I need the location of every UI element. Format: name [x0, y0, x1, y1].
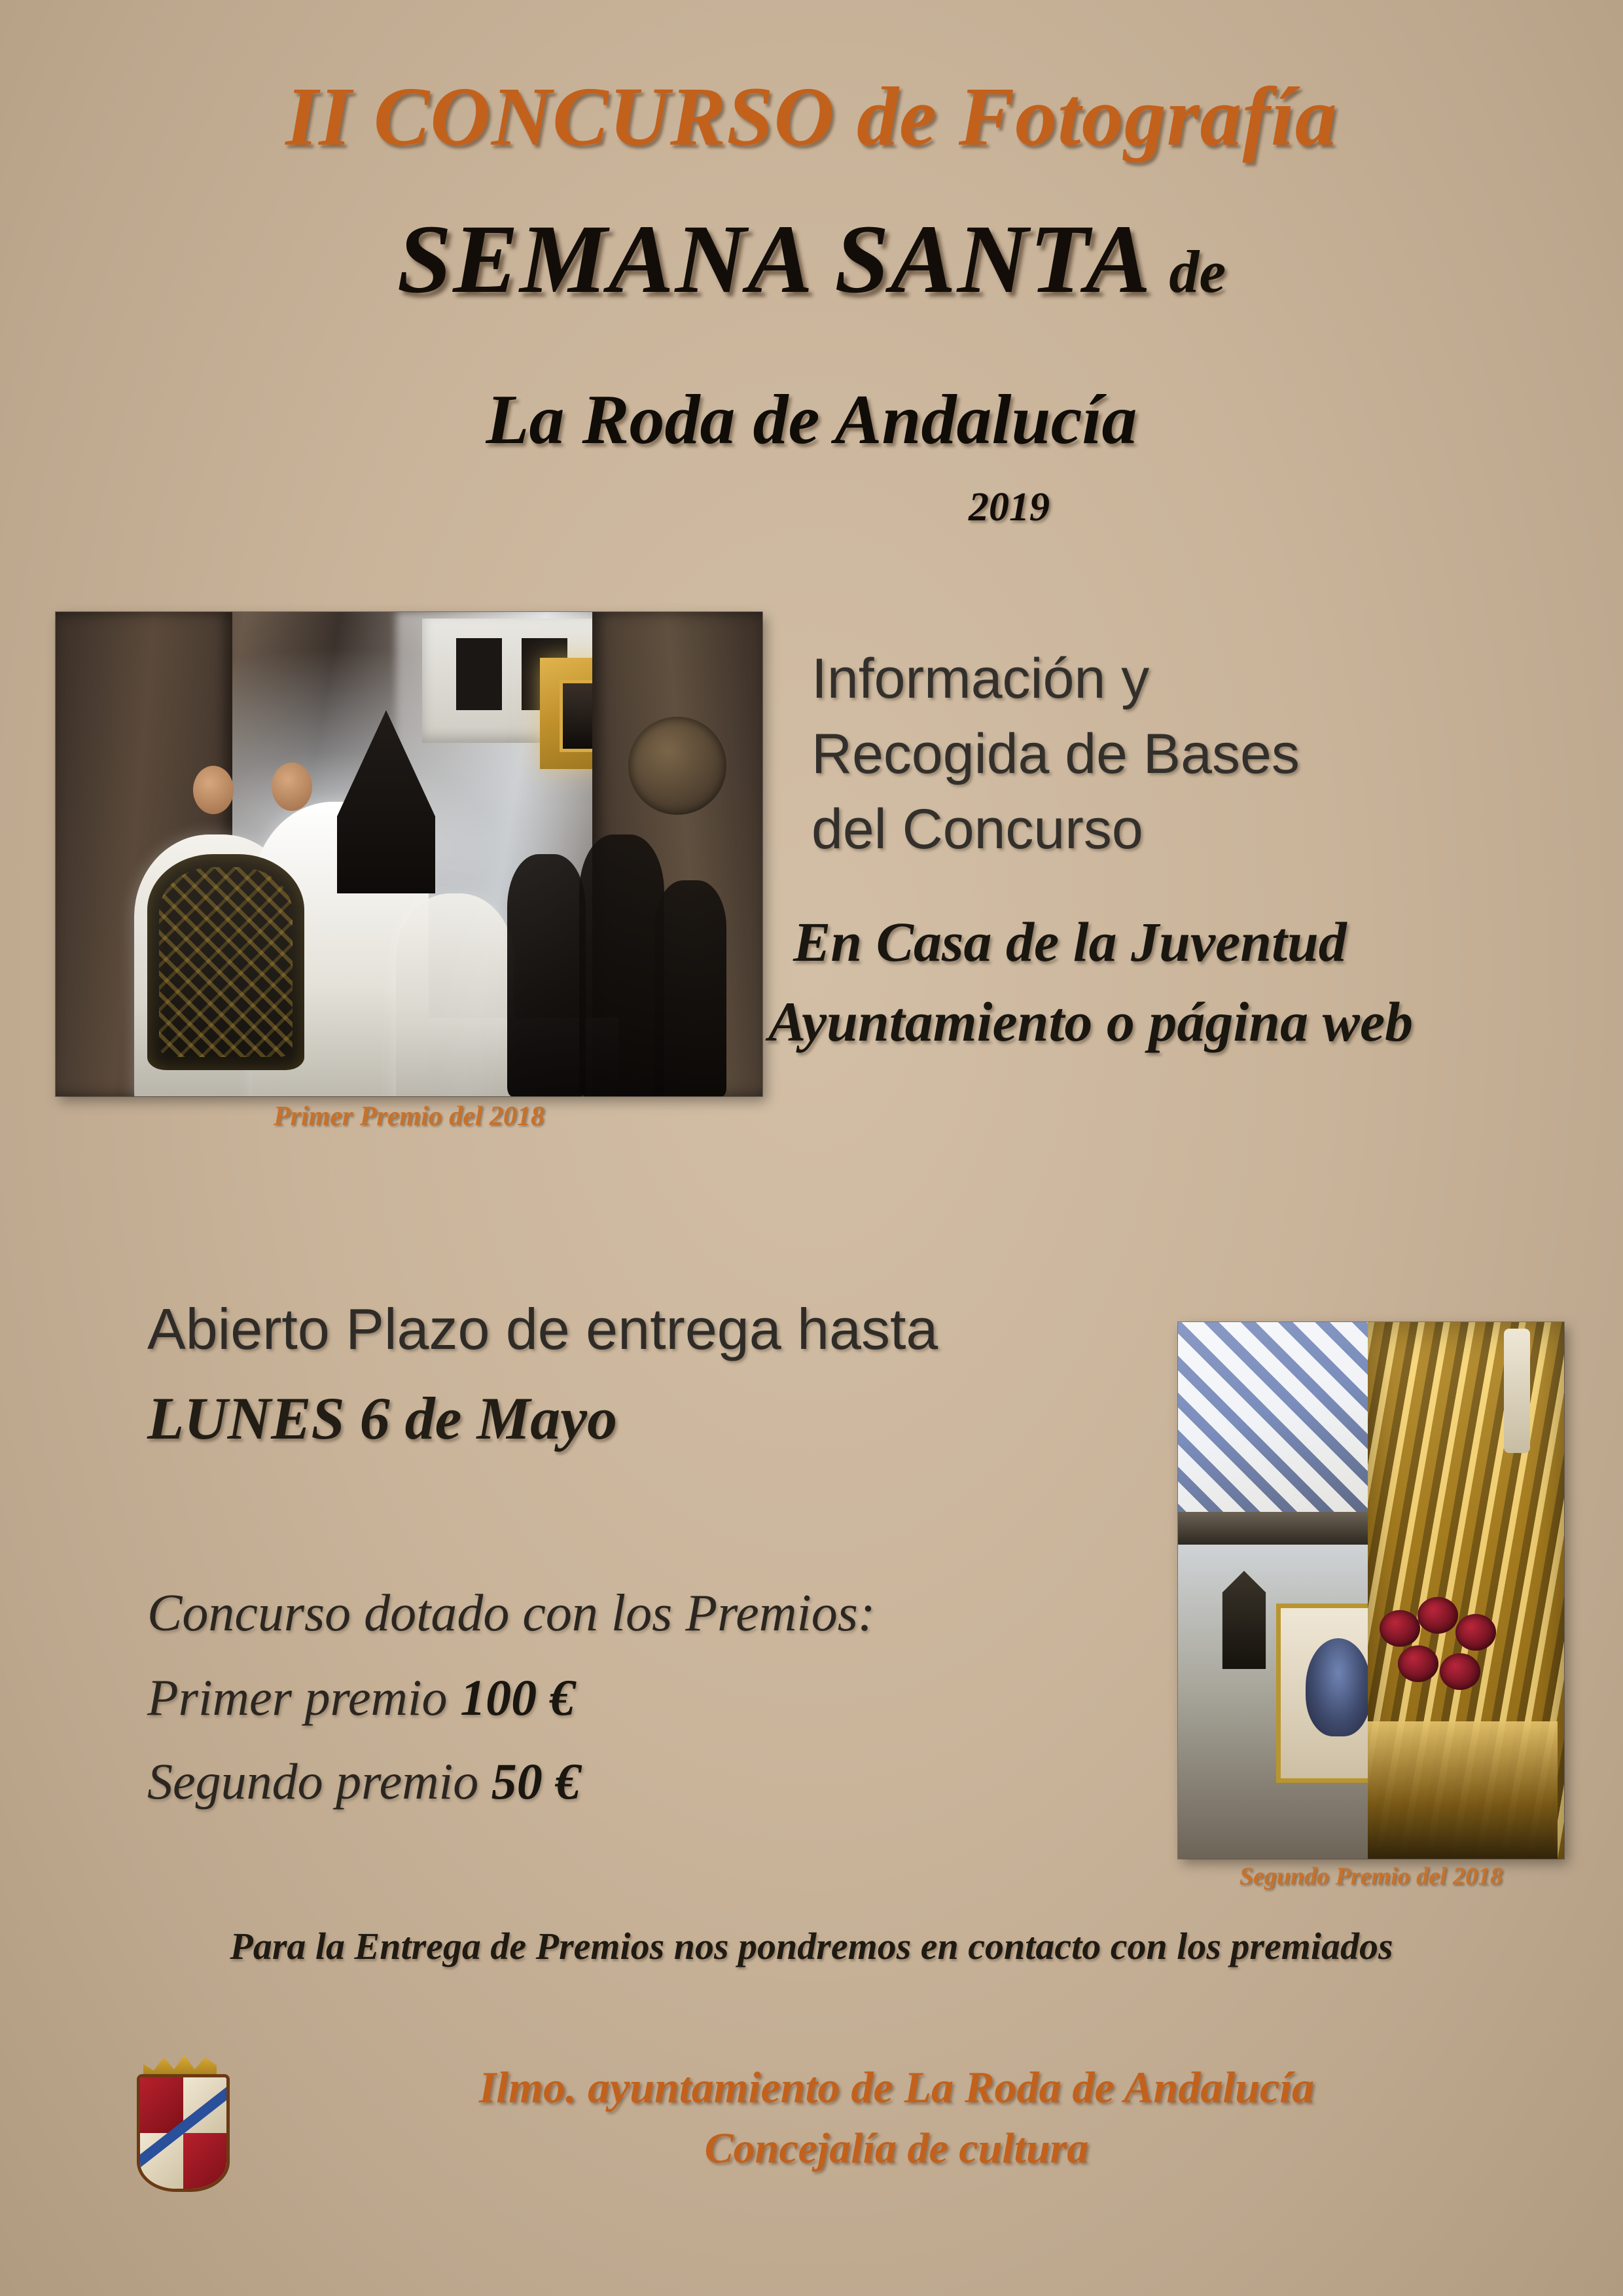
prize-second-amount: 50 € [491, 1753, 581, 1810]
contact-note: Para la Entrega de Premios nos pondremos en contacto con los premiados [230, 1925, 1393, 1967]
info-line-4: En Casa de la Juventud [793, 910, 1347, 973]
page-title-line-1: II CONCURSO de Fotografía [285, 70, 1338, 163]
prizes-block [147, 1584, 1129, 1811]
page-title-de: de [1169, 238, 1226, 305]
rose-5 [1440, 1653, 1480, 1690]
page-title-semana-santa: SEMANA SANTA [397, 205, 1152, 314]
info-line-1: Información y [812, 647, 1150, 710]
shield-shape [137, 2074, 230, 2192]
shield-quarter-bottom-right [183, 2133, 226, 2189]
info-block [768, 641, 1584, 1062]
footer-line-2: Concejalía de cultura [704, 2125, 1089, 2172]
embroidered-cope [147, 854, 304, 1070]
deadline-date: LUNES 6 de Mayo [147, 1385, 618, 1452]
procession-photo-caption: Primer Premio del 2018 [273, 1102, 545, 1132]
rose-1 [1380, 1610, 1420, 1647]
prize-first-amount: 100 € [460, 1669, 575, 1726]
prizes-heading: Concurso dotado con los Premios: [147, 1585, 876, 1642]
golden-paso-photo [1178, 1322, 1564, 1859]
rose-4 [1398, 1645, 1438, 1682]
prize-second-label: Segundo premio [147, 1753, 479, 1810]
silhouette-1 [507, 854, 586, 1096]
rose-2 [1418, 1597, 1458, 1634]
golden-paso-photo-caption: Segundo Premio del 2018 [1239, 1863, 1503, 1890]
info-line-2: Recogida de Bases [812, 723, 1300, 786]
page-title-year: 2019 [969, 485, 1050, 529]
deadline-block [147, 1296, 1194, 1453]
info-line-3: del Concurso [812, 798, 1143, 861]
page-title-line-2 [0, 203, 1623, 315]
nazareno-hood [337, 710, 435, 893]
procession-photo [56, 612, 762, 1096]
page-title-location: La Roda de Andalucía [486, 381, 1137, 459]
silhouette-2 [579, 834, 664, 1096]
deadline-text: Abierto Plazo de entrega hasta [147, 1297, 938, 1361]
coat-of-arms-icon [128, 2052, 232, 2193]
roof-edge [1178, 1512, 1400, 1545]
footer-line-1: Ilmo. ayuntamiento de La Roda de Andalucía [478, 2062, 1315, 2112]
gold-base [1368, 1721, 1558, 1859]
blue-tiled-roof [1178, 1322, 1394, 1518]
footer-block [275, 2062, 1518, 2174]
red-roses [1380, 1597, 1517, 1715]
info-line-5: Ayuntamiento o página web [768, 990, 1414, 1053]
head-figure-2 [272, 762, 312, 811]
head-figure-1 [193, 766, 234, 814]
prize-first [147, 1668, 1129, 1727]
prize-first-label: Primer premio [147, 1669, 448, 1726]
prize-second [147, 1752, 1129, 1811]
rose-3 [1455, 1614, 1496, 1651]
procession-figures [56, 612, 762, 1096]
candle [1504, 1329, 1530, 1453]
robe-figure-3 [396, 893, 514, 1096]
silhouette-3 [654, 880, 726, 1096]
